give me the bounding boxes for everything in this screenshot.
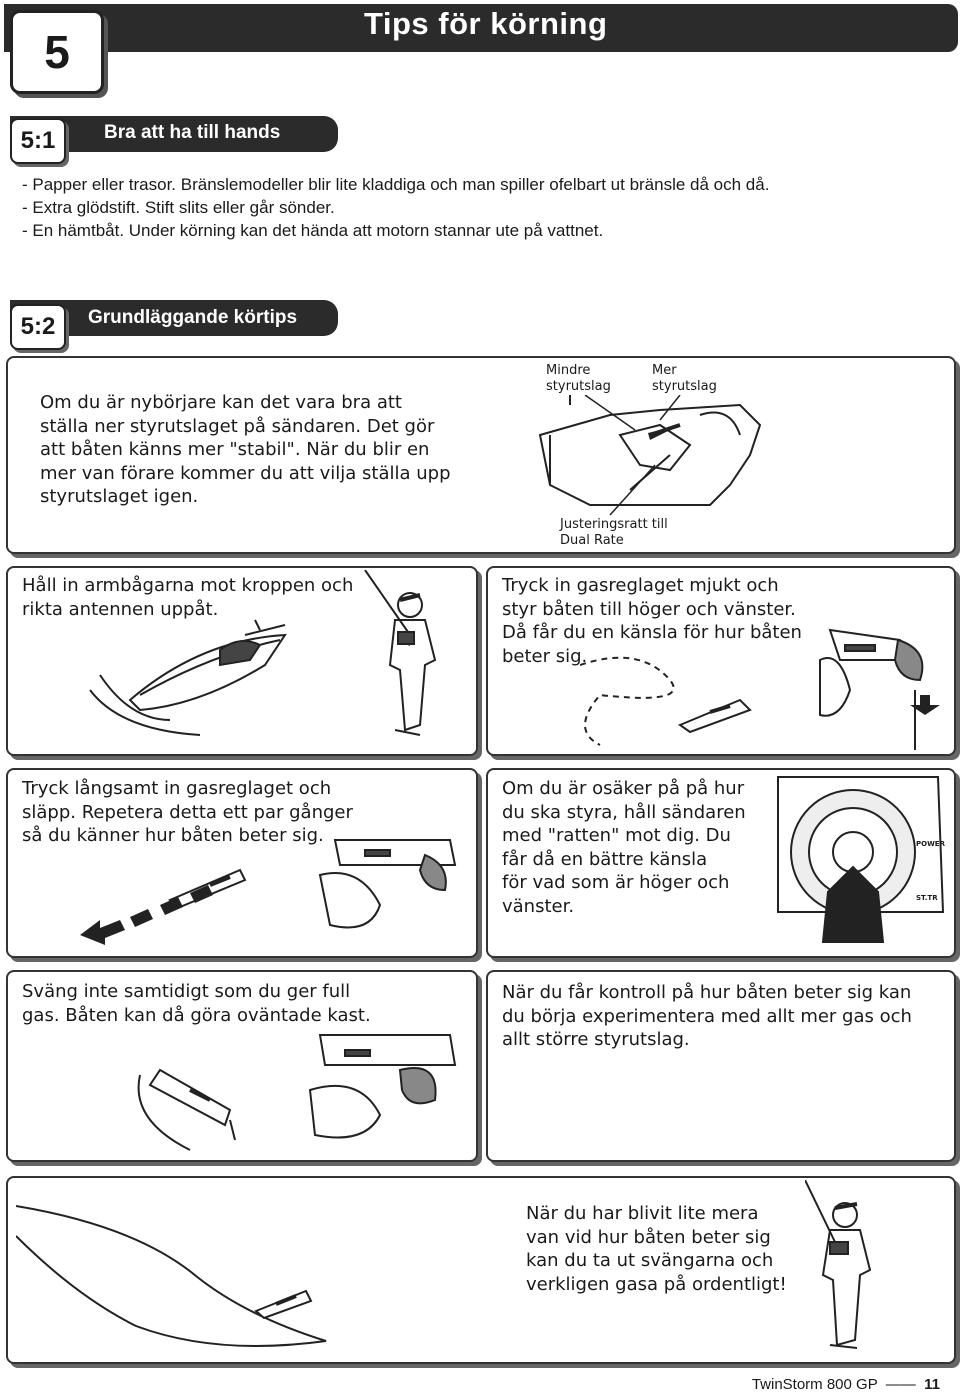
tip-text-hold-transmitter: Om du är osäker på på hur du ska styra, håll sändaren med "ratten" mot dig. Du får då en bättre känsla för vad som är höger och vänster. [502,778,746,917]
list-item: - Extra glödstift. Stift slits eller går sönder. [22,198,335,217]
steering-wheel-illustration [768,772,948,950]
section-number-5-1: 5:1 [10,118,66,164]
driver-and-boat-illustration [80,570,460,745]
label-dual-rate: Justeringsratt till Dual Rate [560,517,668,548]
wake-and-boat-illustration [16,1196,476,1356]
intro-text: Om du är nybörjare kan det vara bra att ställa ner styrutslaget på sändaren. Det gör att båten känns mer "stabil". När du blir en mer van förare kommer du att vilja ställa upp styrutslaget igen. [40,392,451,507]
list-item: - Papper eller trasor. Bränslemodeller blir lite kladdiga och man spiller ofelbart ut bränsle då och då. [22,175,770,194]
list-item: - En hämtbåt. Under körning kan det hända att motorn stannar ute på vattnet. [22,221,604,240]
label-more-steering: Mer styrutslag [652,363,717,394]
arrow-icon [130,885,213,927]
tip-text-no-full-throttle-turn: Sväng inte samtidigt som du ger full gas. Båten kan då göra oväntade kast. [22,981,371,1026]
driver-illustration [805,1180,885,1358]
transmitter-dual-rate-illustration [530,395,790,520]
throttle-path-illustration [580,620,950,750]
sharp-turn-illustration [130,1030,470,1155]
tip-text-full-speed: När du har blivit lite mera van vid hur båten beter sig kan du ta ut svängarna och verkligen gasa på ordentligt! [526,1203,787,1295]
supply-list [22,173,942,242]
section-title-5-1: Bra att ha till hands [104,122,281,143]
page-number: 11 [924,1376,940,1393]
sttr-label: ST.TR [916,894,938,902]
product-name: TwinStorm 800 GP [751,1376,878,1393]
slow-throttle-illustration [70,835,470,950]
power-label: POWER [916,840,945,848]
label-less-steering: Mindre styrutslag [546,363,611,394]
tip-text-stance: Håll in armbågarna mot kroppen och rikta antennen uppåt. [22,575,354,620]
tip-text-experiment: När du får kontroll på hur båten beter sig kan du börja experimentera med allt mer gas och allt större styrutslag. [502,982,912,1050]
section-title-5-2: Grundläggande körtips [88,307,298,328]
page-title: Tips för körning [364,6,608,41]
footer-divider: —— [881,1376,920,1393]
tip-text-slow-throttle: Tryck långsamt in gasreglaget och släpp. Repetera detta ett par gånger så du känner hur båten beter sig. [22,778,353,846]
section-number-5-2: 5:2 [10,304,66,350]
chapter-number: 5 [10,10,104,94]
footer [752,1376,940,1393]
tip-text-throttle-steer: Tryck in gasreglaget mjukt och styr båten till höger och vänster. Då får du en känsla för hur båten beter sig. [502,575,802,667]
